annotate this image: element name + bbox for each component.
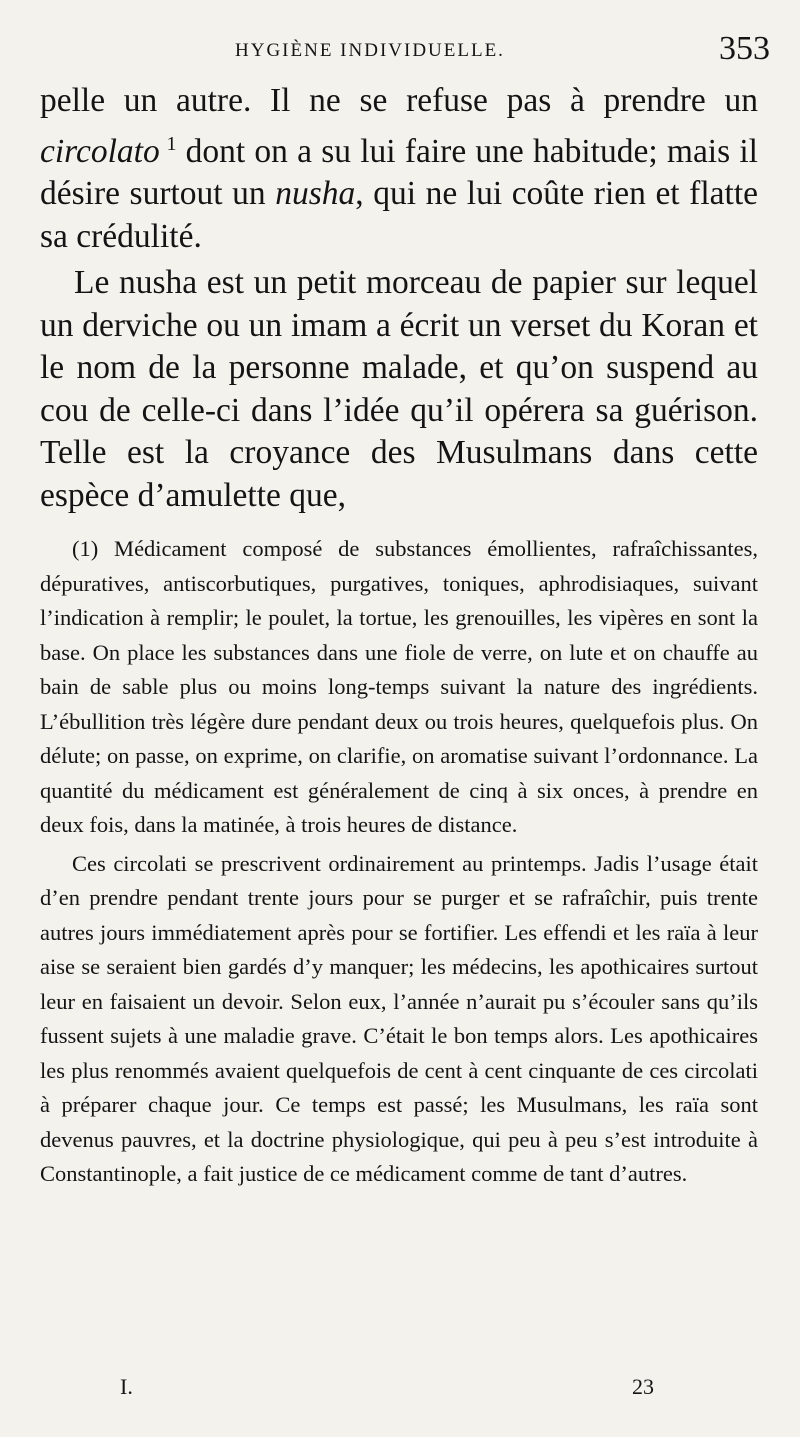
- paragraph-text: , qui ne lui coûte rien et flatte sa crédulité.: [40, 175, 758, 255]
- signature-mark: I.: [120, 1374, 133, 1399]
- sheet-number: 23: [632, 1374, 654, 1399]
- running-title: HYGIÈNE INDIVIDUELLE.: [235, 40, 505, 61]
- paragraph-text: pelle un autre. Il ne se refuse pas à prendre un: [40, 82, 758, 119]
- paragraph-text: dont on a su lui faire une habitude; mais il désire surtout un: [40, 132, 758, 213]
- page-footer: [40, 1374, 758, 1404]
- paragraph-continuation: [40, 80, 758, 258]
- main-text: [40, 80, 758, 517]
- page-number: 353: [719, 30, 770, 67]
- footnotes: [40, 532, 758, 1192]
- footnote-1: (1) Médicament composé de substances émollientes, rafraîchissantes, dépuratives, antiscorbutiques, purgatives, toniques, aphrodisiaques, suivant l’indication à remplir; le poulet, la tortue, les grenouilles, les vipères en sont la base. On place les substances dans une fiole de verre, on lute et on chauffe au bain de sable plus ou moins long-temps suivant la nature des ingrédients. L’ébullition très légère dure pendant deux ou trois heures, quelquefois plus. On délute; on passe, on exprime, on clarifie, on aromatise suivant l’ordonnance. La quantité du médicament est généralement de cinq à six onces, à prendre en deux fois, dans la matinée, à trois heures de distance.: [40, 536, 758, 837]
- footnote-continuation: Ces circolati se prescrivent ordinairement au printemps. Jadis l’usage était d’en prendre pendant trente jours pour se purger et se rafraîchir, puis trente autres jours immédiatement après pour se fortifier. Les effendi et les raïa à leur aise se seraient bien gardés d’y manquer; les médecins, les apothicaires surtout leur en faisaient un devoir. Selon eux, l’année n’aurait pu s’écouler sans qu’ils fussent sujets à une maladie grave. C’était le bon temps alors. Les apothicaires les plus renommés avaient quelquefois de cent à cent cinquante de ces circolati à préparer chaque jour. Ce temps est passé; les Musulmans, les raïa sont devenus pauvres, et la doctrine physiologique, qui peu à peu s’est introduite à Constantinople, a fait justice de ce médicament comme de tant d’autres.: [40, 850, 758, 1186]
- italic-term-circolato: circolato: [40, 132, 160, 170]
- paragraph-nusha: Le nusha est un petit morceau de papier sur lequel un derviche ou un imam a écrit un verset du Koran et le nom de la personne malade, et qu’on suspend au cou de celle-ci dans l’idée qu’il opérera sa guérison. Telle est la croyance des Musulmans dans cette espèce d’amulette que,: [40, 264, 758, 514]
- page-header: [40, 32, 770, 76]
- italic-term-nusha: nusha: [275, 175, 356, 213]
- footnote-reference: 1: [166, 132, 177, 155]
